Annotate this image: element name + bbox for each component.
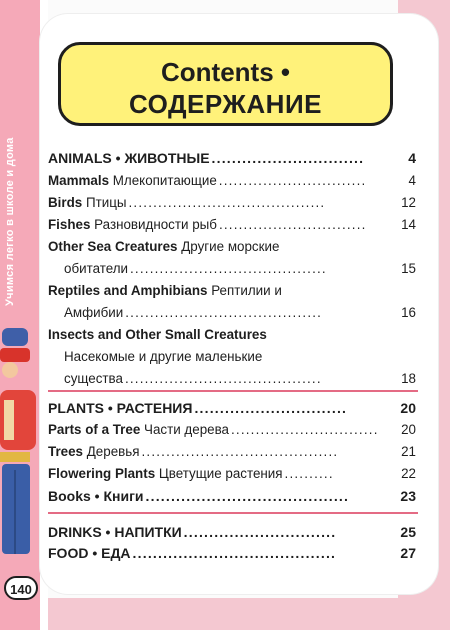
toc-dots: .............................. xyxy=(183,524,337,540)
toc-item-fishes[interactable] xyxy=(48,217,416,232)
toc-label-en: Mammals xyxy=(48,173,110,188)
toc-page: 20 xyxy=(401,422,416,437)
toc-item-reptiles-line1[interactable] xyxy=(48,283,416,298)
toc-page: 23 xyxy=(400,488,416,504)
toc-item-parts-of-tree[interactable] xyxy=(48,422,416,437)
title-russian: СОДЕРЖАНИЕ xyxy=(129,89,322,119)
toc-label-ru: Птицы xyxy=(85,195,127,210)
toc-page: 12 xyxy=(401,195,416,210)
toc-page: 27 xyxy=(400,545,416,561)
toc-dots: .......... xyxy=(284,466,334,481)
toc-dots: ........................................ xyxy=(124,371,322,386)
toc-dots: .............................. xyxy=(218,173,367,188)
toc-label-ru: Цветущие растения xyxy=(158,466,283,481)
toc-label-ru-cont: Амфибии xyxy=(64,305,124,320)
toc-label-ru-cont: Насекомые и другие маленькие xyxy=(64,349,263,364)
toc-item-insects-line2[interactable] xyxy=(64,349,432,364)
toc-dots: ........................................ xyxy=(132,545,337,561)
toc-dots: ........................................ xyxy=(125,305,323,320)
toc-label: DRINKS • НАПИТКИ xyxy=(48,524,182,540)
toc-dots: .............................. xyxy=(194,400,348,416)
toc-section-food[interactable] xyxy=(48,545,416,561)
section-divider xyxy=(48,390,418,392)
toc-item-sea-creatures-line1[interactable] xyxy=(48,239,416,254)
toc-page: 16 xyxy=(401,305,416,320)
toc-label-ru: Млекопитающие xyxy=(112,173,217,188)
toc-section-animals[interactable] xyxy=(48,150,416,166)
toc-item-sea-creatures-line2[interactable] xyxy=(64,261,416,276)
toc-item-birds[interactable] xyxy=(48,195,416,210)
toc-label-ru: Части дерева xyxy=(144,422,229,437)
toc-dots: ........................................ xyxy=(141,444,339,459)
toc-label-en: Fishes xyxy=(48,217,91,232)
toc-label: PLANTS • РАСТЕНИЯ xyxy=(48,400,193,416)
toc-page: 4 xyxy=(408,150,416,166)
page-number: 140 xyxy=(4,576,38,600)
toc-page: 21 xyxy=(401,444,416,459)
toc-page: 25 xyxy=(400,524,416,540)
toc-label: ANIMALS • ЖИВОТНЫЕ xyxy=(48,150,210,166)
section-divider xyxy=(48,512,418,514)
bottom-margin-band xyxy=(0,598,450,630)
toc-label-en: Reptiles and Amphibians xyxy=(48,283,208,298)
toc-page: 22 xyxy=(401,466,416,481)
side-series-title: Учимся легко в школе и дома xyxy=(4,137,16,306)
toc-page: 18 xyxy=(401,371,416,386)
toc-label-ru-cont: обитатели xyxy=(64,261,129,276)
toc-label-en: Flowering Plants xyxy=(48,466,156,481)
title-box xyxy=(58,42,393,126)
toc-label-ru: Другие морские xyxy=(181,239,280,254)
toc-item-flowering-plants[interactable] xyxy=(48,466,416,481)
toc-label-en: Other Sea Creatures xyxy=(48,239,178,254)
toc-item-insects-line3[interactable] xyxy=(64,371,416,386)
toc-label-en: Insects and Other Small Creatures xyxy=(48,327,267,342)
child-illustration xyxy=(0,320,40,580)
toc-label-en: Birds xyxy=(48,195,83,210)
toc-item-mammals[interactable] xyxy=(48,173,416,188)
toc-page: 20 xyxy=(400,400,416,416)
toc-item-trees[interactable] xyxy=(48,444,416,459)
toc-dots: .............................. xyxy=(218,217,367,232)
toc-label: FOOD • ЕДА xyxy=(48,545,131,561)
toc-label-ru: Разновидности рыб xyxy=(94,217,217,232)
toc-label-en: Trees xyxy=(48,444,83,459)
toc-label-en: Parts of a Tree xyxy=(48,422,141,437)
toc-page: 15 xyxy=(401,261,416,276)
toc-section-books[interactable] xyxy=(48,488,416,504)
toc-label-ru: Деревья xyxy=(86,444,140,459)
toc-item-reptiles-line2[interactable] xyxy=(64,305,416,320)
toc-label: Books • Книги xyxy=(48,488,144,504)
title-english: Contents • xyxy=(161,57,290,87)
toc-dots: .............................. xyxy=(231,422,379,437)
toc-dots: ........................................ xyxy=(145,488,350,504)
toc-section-drinks[interactable] xyxy=(48,524,416,540)
toc-section-plants[interactable] xyxy=(48,400,416,416)
toc-page: 14 xyxy=(401,217,416,232)
toc-dots: ........................................ xyxy=(130,261,327,276)
toc-dots: ........................................ xyxy=(128,195,326,210)
toc-label-ru-cont: существа xyxy=(64,371,123,386)
toc-dots: .............................. xyxy=(211,150,365,166)
toc-label-ru: Рептилии и xyxy=(211,283,282,298)
toc-item-insects-line1[interactable] xyxy=(48,327,416,342)
toc-page: 4 xyxy=(408,173,416,188)
